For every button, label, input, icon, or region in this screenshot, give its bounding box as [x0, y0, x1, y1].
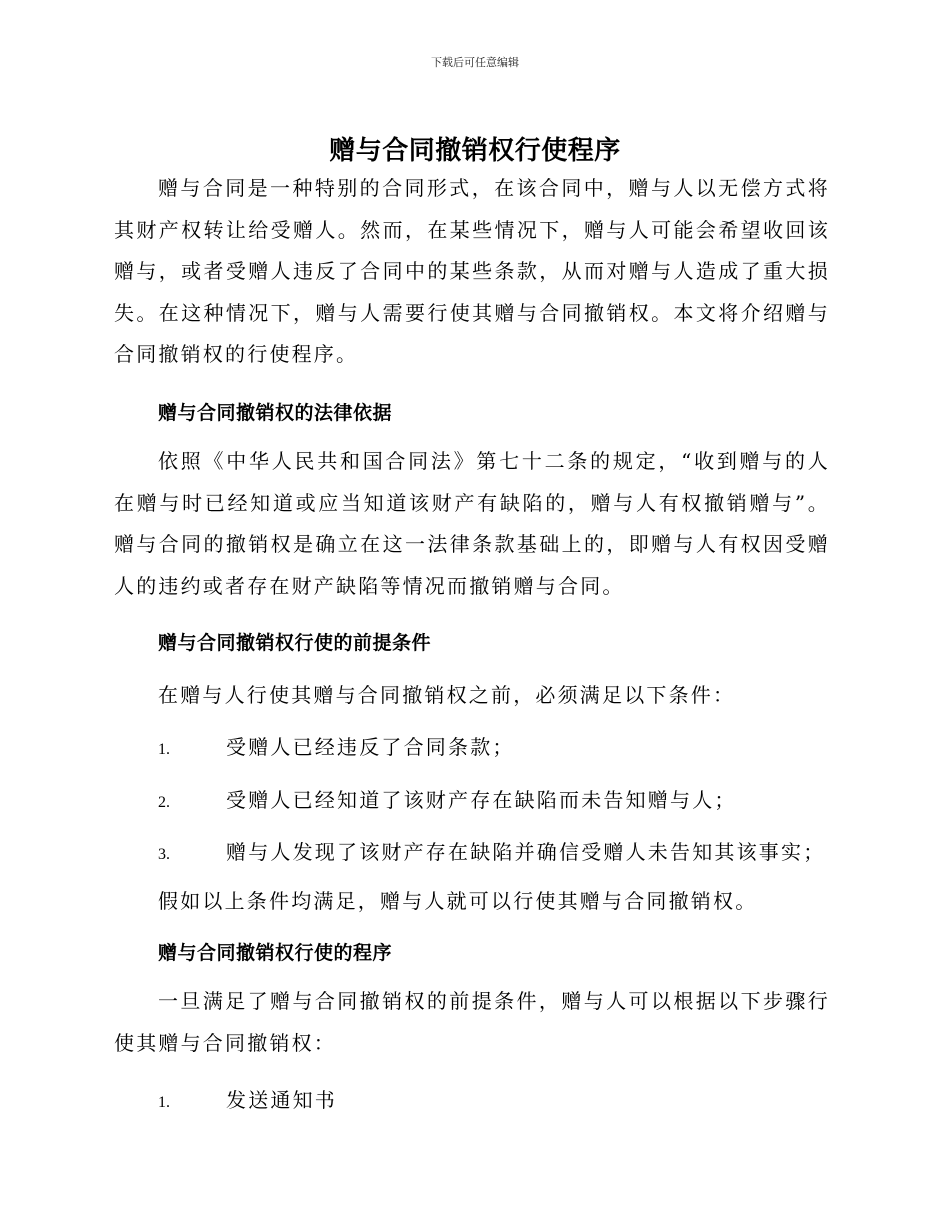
list-number: 2. [158, 794, 170, 811]
intro-block [114, 168, 830, 376]
list-number: 1. [158, 1094, 170, 1111]
list-text: 受赠人已经知道了该财产存在缺陷而未告知赠与人； [226, 788, 737, 812]
section-heading-procedure: 赠与合同撤销权行使的程序 [158, 942, 393, 964]
list-text: 赠与人发现了该财产存在缺陷并确信受赠人未告知其该事实； [226, 840, 826, 864]
list-text: 受赠人已经违反了合同条款； [226, 735, 515, 759]
legal-basis-block [114, 441, 830, 607]
document-title: 赠与合同撤销权行使程序 [329, 136, 621, 166]
procedure-block [114, 981, 830, 1064]
list-item [158, 1084, 337, 1113]
legal-basis-paragraph: 依照《中华人民共和国合同法》第七十二条的规定，“收到赠与的人在赠与时已经知道或应当知道该财产有缺陷的，赠与人有权撤销赠与”。赠与合同的撤销权是确立在这一法律条款基础上的，即赠与人有权因受赠人的违约或者存在财产缺陷等情况而撤销赠与合同。 [114, 449, 830, 598]
section-heading-preconditions: 赠与合同撤销权行使的前提条件 [158, 632, 432, 654]
section-heading-legal-basis: 赠与合同撤销权的法律依据 [158, 402, 393, 424]
list-item [158, 731, 515, 760]
list-item [158, 836, 825, 865]
preconditions-conclusion: 假如以上条件均满足，赠与人就可以行使其赠与合同撤销权。 [158, 889, 758, 913]
list-text: 发送通知书 [226, 1088, 337, 1112]
list-number: 3. [158, 846, 170, 863]
list-number: 1. [158, 741, 170, 758]
intro-paragraph: 赠与合同是一种特别的合同形式，在该合同中，赠与人以无偿方式将其财产权转让给受赠人。然而，在某些情况下，赠与人可能会希望收回该赠与，或者受赠人违反了合同中的某些条款，从而对赠与人造成了重大损失。在这种情况下，赠与人需要行使其赠与合同撤销权。本文将介绍赠与合同撤销权的行使程序。 [114, 176, 830, 366]
list-item [158, 784, 737, 813]
page-header: 下载后可任意编辑 [431, 56, 519, 69]
preconditions-lead: 在赠与人行使其赠与合同撤销权之前，必须满足以下条件： [158, 683, 736, 707]
procedure-lead: 一旦满足了赠与合同撤销权的前提条件，赠与人可以根据以下步骤行使其赠与合同撤销权： [114, 989, 830, 1055]
